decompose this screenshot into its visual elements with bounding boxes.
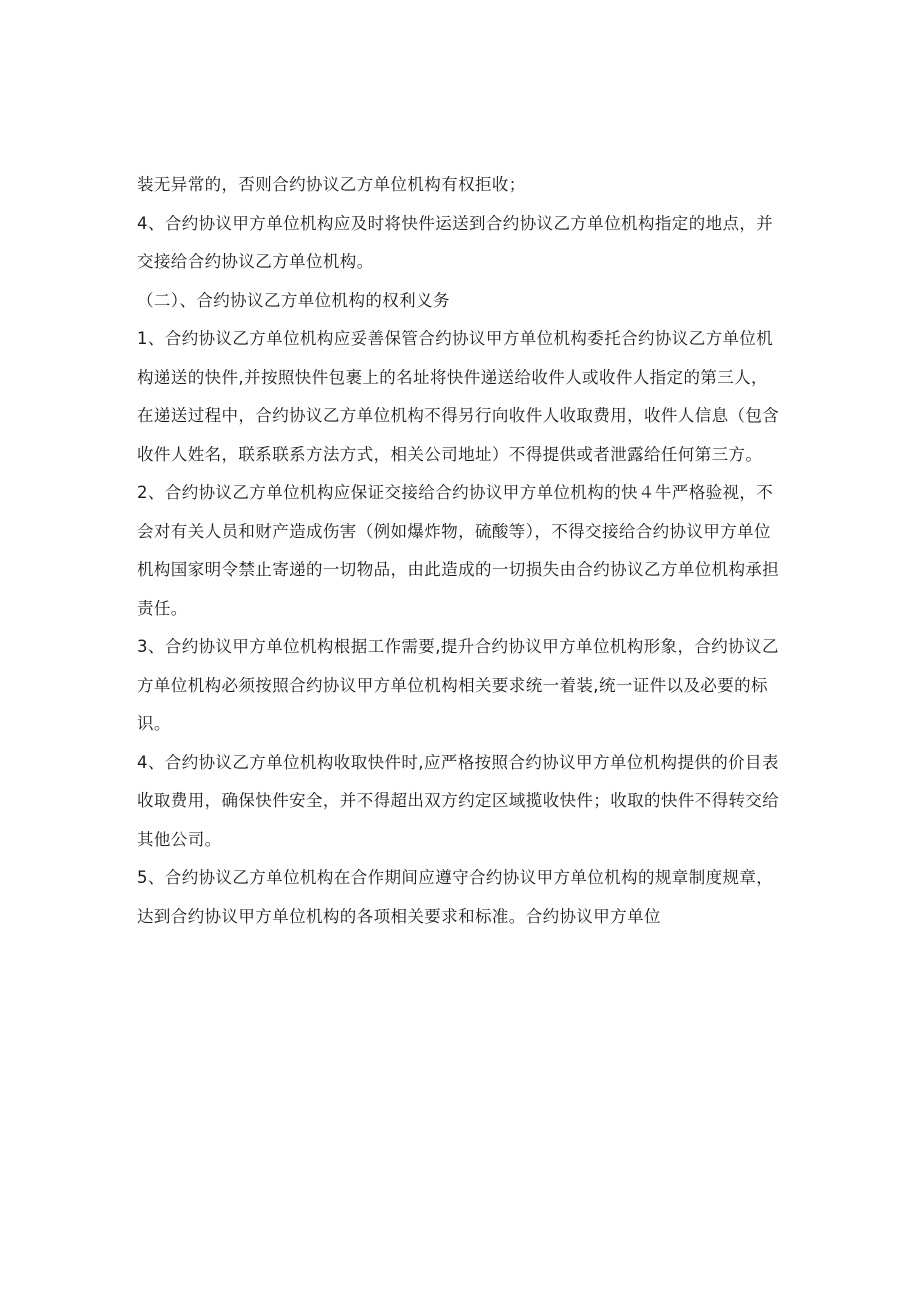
paragraph-clause-4-party-b: 4、合约协议乙方单位机构收取快件时,应严格按照合约协议甲方单位机构提供的价目表 收取费用，确保快件安全，并不得超出双方约定区域揽收快件；收取的快件不得转交给 其他公司。 [137, 752, 780, 849]
section-heading-party-b-rights: （二）、合约协议乙方单位机构的权利义务 [137, 290, 450, 310]
paragraph-clause-4-party-a: 4、合约协议甲方单位机构应及时将快件运送到合约协议乙方单位机构指定的地点，并 交接给合约协议乙方单位机构。 [137, 213, 774, 271]
paragraph-clause-2-party-b: 2、合约协议乙方单位机构应保证交接给合约协议甲方单位机构的快４牛严格验视，不 会对有关人员和财产造成伤害（例如爆炸物，硫酸等），不得交接给合约协议甲方单位 机构国家明令禁止寄递的一切物品，由此造成的一切损失由合约协议乙方单位机构承担 责任。 [137, 483, 780, 618]
paragraph-continuation: 装无异常的，否则合约协议乙方单位机构有权拒收； [137, 175, 526, 194]
paragraph-clause-1-party-b: 1、合约协议乙方单位机构应妥善保管合约协议甲方单位机构委托合约协议乙方单位机 构递送的快件,并按照快件包裹上的名址将快件递送给收件人或收件人指定的第三人， 在递送过程中，合约协议乙方单位机构不得另行向收件人收取费用，收件人信息（包含 收件人姓名，联系联系方法方式，相关公司地址）不得提供或者泄露给任何第三方。 [137, 329, 780, 464]
document-body [137, 166, 787, 936]
paragraph-clause-3-party-b: 3、合约协议甲方单位机构根据工作需要,提升合约协议甲方单位机构形象，合约协议乙 方单位机构必须按照合约协议甲方单位机构相关要求统一着装,统一证件以及必要的标 识。 [137, 637, 779, 733]
paragraph-clause-5-party-b: 5、合约协议乙方单位机构在合作期间应遵守合约协议甲方单位机构的规章制度规章， 达到合约协议甲方单位机构的各项相关要求和标准。合约协议甲方单位 [137, 868, 774, 926]
